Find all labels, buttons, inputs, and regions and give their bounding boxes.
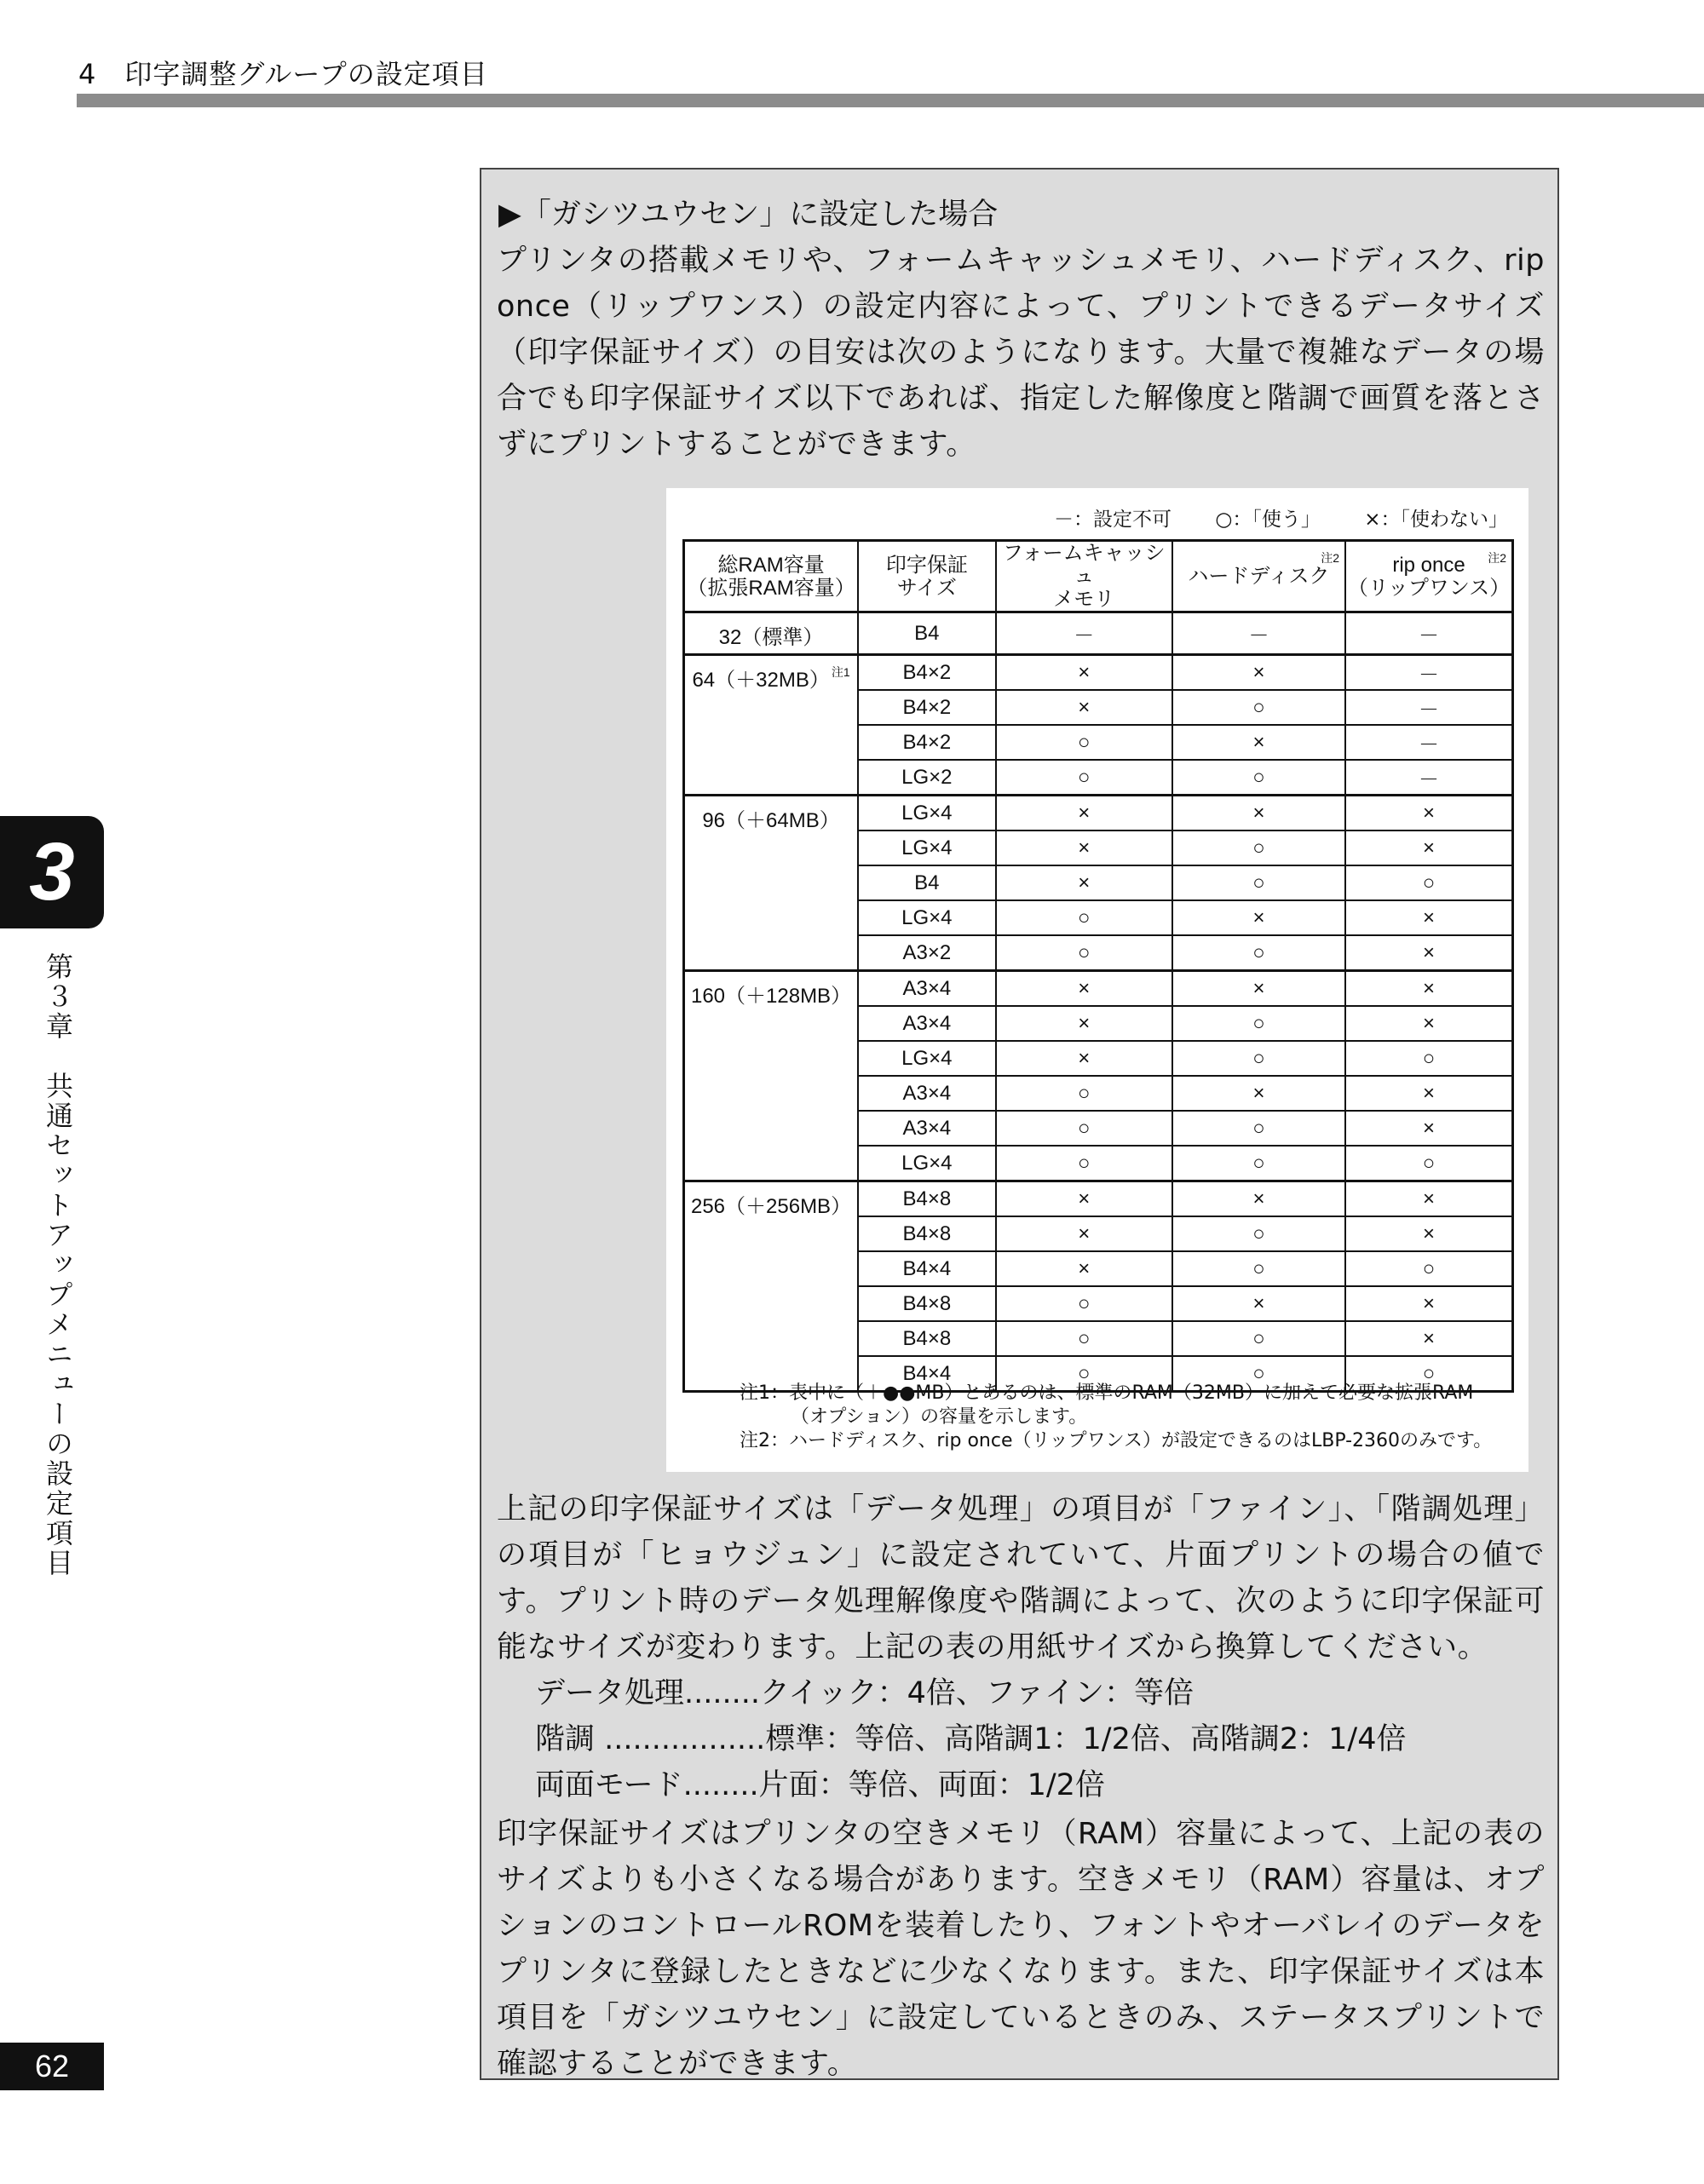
memory-paragraph: 印字保証サイズはプリンタの空きメモリ（RAM）容量によって、上記の表のサイズよりも小さくなる場合があります。空きメモリ（RAM）容量は、オプションのコントロールROMを装着したり、フォントやオーバレイのデータをプリンタに登録したときなどに少なくなります。また、印字保証サイズは本項目を「ガシツユウセン」に設定しているときのみ、ステータスプリントで確認することができます。 <box>497 1817 1545 2081</box>
size-cell: A3×4 <box>858 1006 996 1041</box>
form-cell: ○ <box>996 1286 1172 1321</box>
form-cell: × <box>996 655 1172 691</box>
rip-cell: × <box>1345 1286 1512 1321</box>
header-hdd: ハードディスク 注2 <box>1172 541 1345 612</box>
hdd-cell: ○ <box>1172 1006 1345 1041</box>
form-cell: ○ <box>996 900 1172 935</box>
form-cell: × <box>996 971 1172 1007</box>
size-cell: A3×4 <box>858 1076 996 1111</box>
table-legend <box>1054 503 1508 532</box>
size-cell: B4×2 <box>858 655 996 691</box>
rip-cell: － <box>1345 655 1512 691</box>
rip-cell: × <box>1345 796 1512 831</box>
header-ram: 総RAM容量 （拡張RAM容量） <box>684 541 859 612</box>
form-cell: － <box>996 612 1172 655</box>
rip-cell: × <box>1345 1076 1512 1111</box>
table-notes <box>740 1382 1492 1453</box>
rip-cell: － <box>1345 725 1512 760</box>
rip-cell: ○ <box>1345 865 1512 900</box>
hdd-cell: ○ <box>1172 1356 1345 1392</box>
hdd-cell: × <box>1172 1076 1345 1111</box>
table-row <box>684 655 1513 691</box>
header-form-cache: フォームキャッシュ メモリ <box>996 541 1172 612</box>
hdd-cell: ○ <box>1172 935 1345 971</box>
running-header: 4 印字調整グループの設定項目 <box>78 58 488 90</box>
size-cell: B4 <box>858 612 996 655</box>
list-item: データ処理........クイック：4倍、ファイン：等倍 <box>535 1676 1195 1710</box>
hdd-cell: － <box>1172 612 1345 655</box>
rip-cell: × <box>1345 1321 1512 1356</box>
form-cell: × <box>996 690 1172 725</box>
hdd-cell: ○ <box>1172 1251 1345 1286</box>
size-cell: B4×8 <box>858 1216 996 1251</box>
hdd-cell: ○ <box>1172 1146 1345 1181</box>
size-cell: LG×4 <box>858 900 996 935</box>
ram-cell: 32（標準） <box>684 612 859 655</box>
size-cell: LG×4 <box>858 796 996 831</box>
table-row <box>684 1181 1513 1217</box>
size-cell: LG×4 <box>858 830 996 865</box>
hdd-cell: ○ <box>1172 1111 1345 1146</box>
header-size: 印字保証 サイズ <box>858 541 996 612</box>
hdd-cell: × <box>1172 900 1345 935</box>
note-1-continued: （オプション）の容量を示します。 <box>791 1406 1088 1428</box>
hdd-cell: ○ <box>1172 1216 1345 1251</box>
rip-cell: － <box>1345 690 1512 725</box>
hdd-cell: ○ <box>1172 690 1345 725</box>
note-2: 注2：ハードディスク、rip once（リップワンス）が設定できるのはLBP-2360のみです。 <box>740 1430 1493 1451</box>
hdd-cell: × <box>1172 796 1345 831</box>
hdd-cell: × <box>1172 725 1345 760</box>
size-cell: A3×4 <box>858 971 996 1007</box>
form-cell: × <box>996 1216 1172 1251</box>
rip-cell: × <box>1345 1216 1512 1251</box>
legend-item: －：設定不可 <box>1054 509 1172 531</box>
size-cell: B4×4 <box>858 1251 996 1286</box>
hdd-cell: × <box>1172 1286 1345 1321</box>
hdd-cell: ○ <box>1172 865 1345 900</box>
list-item: 両面モード........片面：等倍、両面：1/2倍 <box>535 1768 1105 1802</box>
ram-cell: 96（＋64MB） <box>684 796 859 971</box>
hdd-cell: ○ <box>1172 1321 1345 1356</box>
form-cell: × <box>996 865 1172 900</box>
rip-cell: × <box>1345 830 1512 865</box>
intro-paragraph: プリンタの搭載メモリや、フォームキャッシュメモリ、ハードディスク、rip once（リップワンス）の設定内容によって、プリントできるデータサイズ（印字保証サイズ）の目安は次のようになります。大量で複雑なデータの場合でも印字保証サイズ以下であれば、指定した解像度と階調で画質を落とさずにプリントすることができます。 <box>497 244 1545 462</box>
note-marker: 注2 <box>1488 551 1506 565</box>
form-cell: ○ <box>996 1111 1172 1146</box>
form-cell: ○ <box>996 1321 1172 1356</box>
size-cell: B4×8 <box>858 1286 996 1321</box>
hdd-cell: × <box>1172 655 1345 691</box>
ram-cell: 64（＋32MB） $^{注1}$ <box>684 655 859 796</box>
form-cell: × <box>996 796 1172 831</box>
note-1: 注1：表中に（＋●●MB）とあるのは、標準のRAM（32MB）に加えて必要な拡張RAM <box>740 1382 1474 1404</box>
rip-cell: × <box>1345 900 1512 935</box>
rip-cell: ○ <box>1345 1041 1512 1076</box>
chapter-tab: 3 <box>0 816 104 928</box>
size-cell: B4 <box>858 865 996 900</box>
form-cell: ○ <box>996 935 1172 971</box>
table-row <box>684 796 1513 831</box>
size-cell: LG×4 <box>858 1146 996 1181</box>
size-cell: A3×4 <box>858 1111 996 1146</box>
form-cell: ○ <box>996 1076 1172 1111</box>
rip-cell: × <box>1345 971 1512 1007</box>
form-cell: × <box>996 1181 1172 1217</box>
chapter-label: 第３章 共通セットアップメニューの設定項目 <box>42 952 74 1578</box>
note-marker: 注2 <box>1321 551 1340 565</box>
list-item: 階調 .................標準：等倍、高階調1：1/2倍、高階調2：1/4倍 <box>535 1722 1407 1756</box>
form-cell: ○ <box>996 1356 1172 1392</box>
size-cell: B4×2 <box>858 725 996 760</box>
rip-cell: ○ <box>1345 1146 1512 1181</box>
rip-cell: × <box>1345 935 1512 971</box>
table-row <box>684 612 1513 655</box>
table-row <box>684 971 1513 1007</box>
hdd-cell: × <box>1172 1181 1345 1217</box>
ram-cell: 256（＋256MB） <box>684 1181 859 1392</box>
form-cell: × <box>996 1006 1172 1041</box>
form-cell: × <box>996 1041 1172 1076</box>
rip-cell: × <box>1345 1111 1512 1146</box>
size-cell: LG×4 <box>858 1041 996 1076</box>
rip-cell: ○ <box>1345 1251 1512 1286</box>
legend-item: ○：「使う」 <box>1215 509 1321 531</box>
print-size-table <box>682 539 1514 1393</box>
size-cell: A3×2 <box>858 935 996 971</box>
size-cell: LG×2 <box>858 760 996 796</box>
form-cell: ○ <box>996 725 1172 760</box>
legend-item: ×：「使わない」 <box>1364 509 1508 531</box>
rip-cell: × <box>1345 1006 1512 1041</box>
form-cell: ○ <box>996 1146 1172 1181</box>
ram-cell: 160（＋128MB） <box>684 971 859 1181</box>
size-cell: B4×8 <box>858 1181 996 1217</box>
rip-cell: － <box>1345 760 1512 796</box>
section-title: ▶「ガシツユウセン」に設定した場合 <box>498 198 999 232</box>
page-number: 62 <box>0 2043 104 2090</box>
note-marker: 注1 <box>831 665 850 679</box>
rip-cell: × <box>1345 1181 1512 1217</box>
header-rule <box>77 94 1704 107</box>
size-cell: B4×8 <box>858 1321 996 1356</box>
explanation-paragraph: 上記の印字保証サイズは「データ処理」の項目が「ファイン」、「階調処理」の項目が「ヒョウジュン」に設定されていて、片面プリントの場合の値です。プリント時のデータ処理解像度や階調によって、次のように印字保証可能なサイズが変わります。上記の表の用紙サイズから換算してください。 <box>497 1492 1546 1664</box>
hdd-cell: × <box>1172 971 1345 1007</box>
hdd-cell: ○ <box>1172 830 1345 865</box>
header-rip-once: rip once 注2 （リップワンス） <box>1345 541 1512 612</box>
form-cell: ○ <box>996 760 1172 796</box>
form-cell: × <box>996 1251 1172 1286</box>
rip-cell: － <box>1345 612 1512 655</box>
conversion-list <box>535 1670 1406 1808</box>
hdd-cell: ○ <box>1172 760 1345 796</box>
size-cell: B4×2 <box>858 690 996 725</box>
rip-cell: ○ <box>1345 1356 1512 1392</box>
size-cell: B4×4 <box>858 1356 996 1392</box>
form-cell: × <box>996 830 1172 865</box>
hdd-cell: ○ <box>1172 1041 1345 1076</box>
